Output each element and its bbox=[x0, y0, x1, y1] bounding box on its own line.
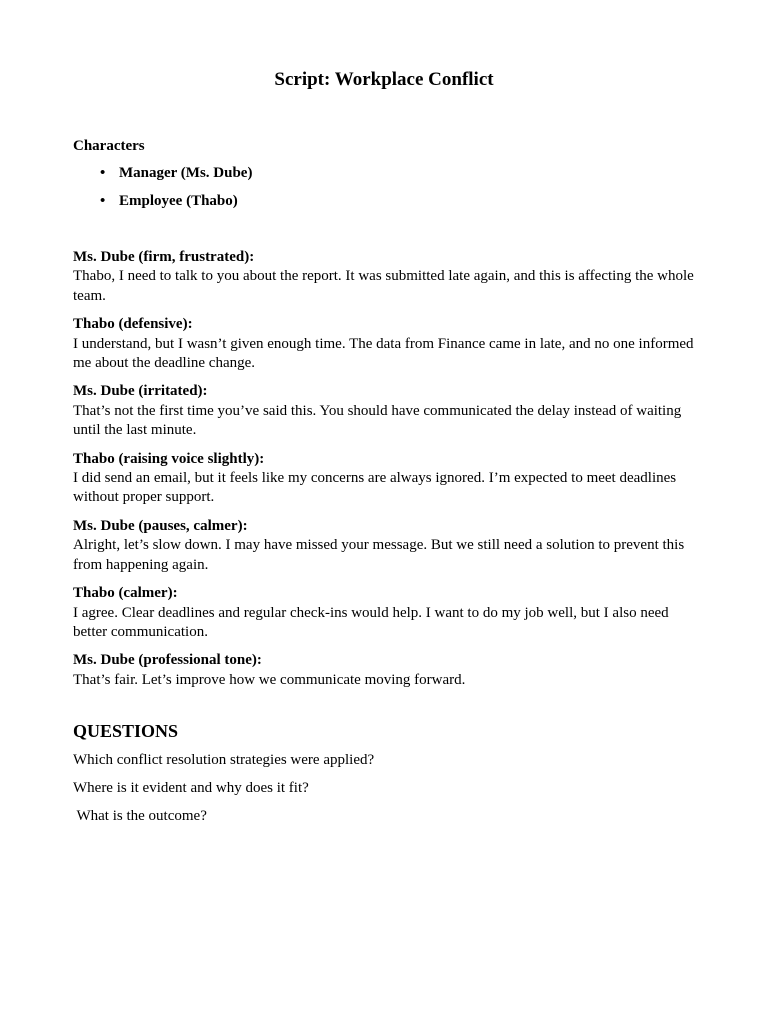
question-item: What is the outcome? bbox=[73, 808, 207, 824]
speech-text: Alright, let’s slow down. I may have missed your message. But we still need a solution to prevent this from happening again. bbox=[73, 537, 685, 573]
page-title: Script: Workplace Conflict bbox=[274, 69, 494, 90]
speaker-label: Ms. Dube (pauses, calmer): bbox=[73, 517, 248, 534]
dialogue-line bbox=[73, 584, 695, 642]
character-label: Employee (Thabo) bbox=[119, 193, 238, 209]
character-item-manager bbox=[73, 164, 252, 192]
dialogue-section bbox=[73, 248, 695, 699]
speech-text: Thabo, I need to talk to you about the report. It was submitted late again, and this is affecting the whole team. bbox=[73, 268, 694, 304]
speaker-label: Thabo (defensive): bbox=[73, 316, 193, 333]
speaker-label: Thabo (calmer): bbox=[73, 585, 178, 602]
character-item-employee bbox=[73, 192, 252, 220]
question-item: Where is it evident and why does it fit? bbox=[73, 780, 309, 796]
question-item: Which conflict resolution strategies were applied? bbox=[73, 752, 375, 768]
questions-section bbox=[73, 751, 695, 835]
speaker-label: Ms. Dube (firm, frustrated): bbox=[73, 249, 255, 265]
dialogue-line bbox=[73, 450, 695, 508]
dialogue-line bbox=[73, 651, 695, 690]
bullet-icon: • bbox=[100, 165, 106, 181]
speaker-label: Ms. Dube (professional tone): bbox=[73, 652, 262, 669]
speech-text: I understand, but I wasn’t given enough time. The data from Finance came in late, and no one informed me about the deadline change. bbox=[73, 335, 694, 372]
speech-text: I agree. Clear deadlines and regular check-ins would help. I want to do my job well, but I also need better communication. bbox=[73, 604, 669, 640]
characters-list bbox=[73, 164, 252, 220]
dialogue-line bbox=[73, 315, 695, 373]
speech-text: I did send an email, but it feels like my concerns are always ignored. I’m expected to meet deadlines without proper support. bbox=[73, 470, 677, 506]
dialogue-line bbox=[73, 248, 695, 306]
questions-heading: QUESTIONS bbox=[73, 721, 179, 741]
character-label: Manager (Ms. Dube) bbox=[119, 165, 253, 181]
bullet-icon: • bbox=[100, 193, 106, 209]
speech-text: That’s fair. Let’s improve how we communicate moving forward. bbox=[73, 671, 466, 688]
speech-text: That’s not the first time you’ve said this. You should have communicated the delay instead of waiting until the last minute. bbox=[73, 402, 682, 439]
speaker-label: Thabo (raising voice slightly): bbox=[73, 450, 265, 467]
speaker-label: Ms. Dube (irritated): bbox=[73, 383, 208, 400]
characters-heading: Characters bbox=[73, 138, 145, 154]
dialogue-line bbox=[73, 517, 695, 575]
dialogue-line bbox=[73, 382, 695, 440]
